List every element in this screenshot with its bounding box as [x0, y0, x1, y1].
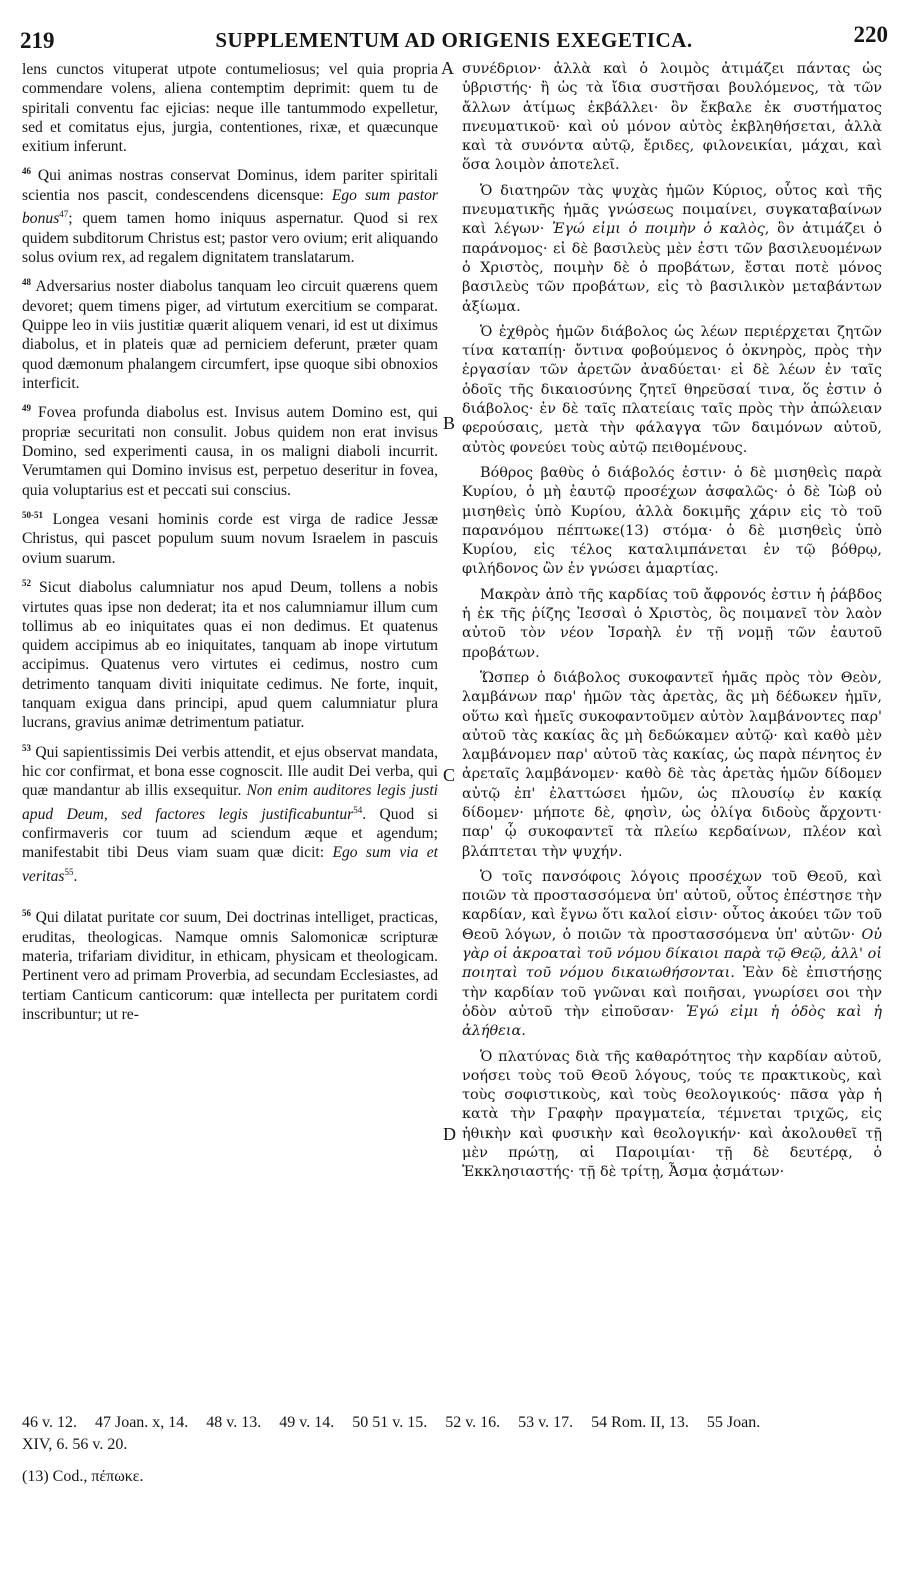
- paragraph-text: Longea vesani hominis corde est virga de radice Jessæ Christus, qui pascet populum suum novum Israelem in pascuis ovium suarum.: [22, 511, 439, 567]
- verse-number: 48: [22, 277, 31, 288]
- latin-paragraph: [22, 399, 438, 500]
- paragraph-text: Ὥσπερ ὁ διάβολος συκοφαντεῖ ἡμᾶς πρὸς τὸν Θεὸν, λαμβάνων παρ' ἡμῶν τὰς ἀρετὰς, ἃς μὴ δέδωκεν ἡμῖν, οὕτω καὶ ἡμεῖς συκοφαντοῦμεν αὐτὸν λαμβάνοντες παρ' αὐτοῦ τὰς κακίας ἃς μὴ δεδώκαμεν αὐτῷ· καὶ καθὸ μὲν λαμβάνομεν παρ' αὐτοῦ τὰς κακίας, ὡς παρὰ πένητος ἐν ἀρεταῖς λαμβάνομεν· καθὸ δὲ τὰς ἀρετὰς ἡμῶν δίδομεν αὐτῷ ἐπ' ἐλαττώσει ἡμῶν, ὡς πλουσίῳ ἐν κακίᾳ δίδομεν· μήποτε δὲ, φησὶν, ὡς ὀλίγα διδοὺς ἄρχοντι· παρ' ᾧ συκοφαντεῖ τὰ πλείω κερδαίνων, πλέον καὶ βλάπτεται τὴν ψυχήν.: [462, 669, 882, 860]
- verse-number: 46: [22, 166, 31, 177]
- scripture-quote: Ego sum via et veritas: [22, 844, 438, 885]
- paragraph-text: Μακρὰν ἀπὸ τῆς καρδίας τοῦ ἄφρονός ἐστιν ἡ ῥάβδος ἡ ἐκ τῆς ῥίζης Ἰεσσαὶ ὁ Χριστὸς, ὃς ποιμανεῖ τὸν λαὸν αὐτοῦ τὸν νέον Ἰσραὴλ ἐν τῇ νομῇ τῶν ἑαυτοῦ προβάτων.: [462, 586, 882, 661]
- footnote-ref: 47: [59, 209, 69, 220]
- footnote-item: 53 v. 17.: [518, 1414, 574, 1431]
- greek-paragraph: [462, 60, 882, 176]
- latin-paragraph: [22, 574, 438, 733]
- paragraph-text: .: [73, 867, 78, 885]
- footnote-item: 50 51 v. 15.: [352, 1414, 428, 1431]
- footnote-item: 47 Joan. x, 14.: [94, 1414, 189, 1431]
- verse-number: 50-51: [22, 509, 43, 520]
- greek-paragraph: [462, 1048, 882, 1183]
- footnote-item: 54 Rom. II, 13.: [591, 1414, 689, 1431]
- footnote-item: 55 Joan.: [706, 1414, 761, 1431]
- latin-paragraph: [22, 739, 438, 887]
- greek-paragraph: [462, 464, 882, 580]
- paragraph-text: Ὁ ἐχθρὸς ἡμῶν διάβολος ὡς λέων περιέρχεται ζητῶν τίνα καταπίῃ· ὄντινα φοβούμενος ὁ ὀκνηρὸς, πρὸς τὴν ἐργασίαν τῶν ἀρετῶν ἀναδύεται· εἰ δὲ λέων ἐν ταῖς ὁδοῖς τῆς δικαιοσύνης ζητεῖ θηρεῦσαί τινα, ὅς ἐστιν ὁ διάβολος· ἐν δὲ ταῖς πλατείαις ταῖς πρὸς τὴν ἀπώλειαν φερούσαις, μετὰ τὴν φάλαγγα τῶν δαιμόνων αὐτοῦ, αὐτὸς φονεύει τοὺς αὐτῷ πειθομένους.: [462, 323, 882, 456]
- margin-letter-d: D: [443, 1124, 456, 1144]
- paragraph-text: Sicut diabolus calumniatur nos apud Deum, tollens a nobis virtutes quas ipse non dederat; ita et nos calumniamur illum cum tollimus ab eo iniquitates quas ei non dedimus. Et quatenus quidem accipimus ab eo iniquitates, tanquam ab inope virtutum accipimus. Quatenus vero virtutes ei cedimus, nostro cum detrimento tanquam diviti iniquitate cedimus. Ne forte, inquit, tanquam exigua dans principi, apud quem calumniatur plura lucrans, gravius animæ detrimentum patiatur.: [22, 579, 438, 732]
- paragraph-text: συνέδριον· ἀλλὰ καὶ ὁ λοιμὸς ἀτιμάζει πάντας ὡς ὑβριστής· ἢ ὡς τὰ ἴδια συστῆσαι βουλόμενος, τὰ τῶν ἄλλων ἀτίμως ἐκβάλλει· ὃν ἔκβαλε ἐκ συστήματος πνευματικοῦ· καὶ οὐ μόνον αὐτὸς ἐκβληθήσεται, ἀλλὰ καὶ τὰ συνόντα αὐτῷ, ἔριδες, φιλονεικίαι, μάχαι, καὶ ὅσα λοιμὸν ἀποτελεῖ.: [462, 61, 882, 174]
- scripture-quote: Non enim auditores legis justi apud Deum, sed factores legis justificabuntur: [22, 782, 438, 823]
- greek-paragraph: [462, 586, 882, 663]
- paragraph-text: . Ἐὰν δὲ ἐπιστήσῃς τὴν καρδίαν τοῦ γνῶναι καὶ ποιῆσαι, γνωρίσει σοι τὴν ὁδὸν αὐτοῦ τὴν εἰποῦσαν·: [462, 965, 882, 1020]
- margin-letter-a: A: [441, 58, 454, 78]
- paragraph-text: Ὁ τοῖς πανσόφοις λόγοις προσέχων τοῦ Θεοῦ, καὶ ποιῶν τὰ προστασσόμενα ὑπ' αὐτοῦ, οὗτος ἐπέστησε τὴν καρδίαν, καὶ ἔγνω ὅτι καλοί εἰσιν· οὗτος ἀκούει τῶν τοῦ Θεοῦ λόγων, ὁ ποιῶν τὰ προστασσόμενα ὑπ' αὐτῶν·: [462, 868, 882, 943]
- footnote-references-line: [22, 1412, 882, 1434]
- latin-paragraph: [22, 273, 438, 393]
- greek-paragraph: [462, 323, 882, 458]
- margin-letter-b: B: [443, 413, 456, 433]
- paragraph-text: lens cunctos vituperat utpote contumeliosus; vel quia propria commendare volens, aliena contemptim deprimit: quem tu de spiritali conventu fac ejicias: neque ille tantummodo expelletur, sed et comitatus ejus, jurgia, contentiones, rixæ, et quæcunque exitium inferunt.: [22, 61, 438, 156]
- paragraph-text: Qui animas nostras conservat Dominus, idem pariter spiritali scientia nos pascit, condescendens dicensque:: [22, 167, 438, 204]
- verse-number: 56: [22, 908, 31, 919]
- latin-paragraph: [22, 162, 438, 267]
- verse-number: 52: [22, 578, 31, 589]
- footnote-item: 48 v. 13.: [206, 1414, 262, 1431]
- paragraph-text: Fovea profunda diabolus est. Invisus autem Domino est, qui propriæ securitati non consulit. Jobus quidem non erat invisus Domino, sed experimenti causa, in os maligni diaboli incurrit. Verumtamen qui Domino invisus est, perpetuo deseritur in fovea, quia voluptarius est et peccati sui conscius.: [22, 404, 438, 499]
- variant-reading-note: (13) Cod., πέπωκε.: [22, 1468, 144, 1485]
- latin-paragraph: [22, 904, 438, 1024]
- paragraph-text: . Quod si confirmaveris cor tuum ad sciendum æque et agendum; manifestabit tibi Deus viam suam quæ dicit:: [22, 805, 438, 862]
- verse-number: 53: [22, 742, 31, 753]
- footnotes: [22, 1412, 882, 1488]
- footnote-item: 49 v. 14.: [279, 1414, 335, 1431]
- paragraph-text: Qui sapientissimis Dei verbis attendit, et ejus observat mandata, hic cor confirmat, et bona esse cognoscit. Ille audit Dei verba, qui quæ mandantur ab illis exsequitur.: [22, 743, 438, 800]
- page-number-left: 219: [20, 28, 55, 53]
- scripture-quote: Ἐγώ εἰμι ἡ ὁδὸς καὶ ἡ ἀλήθεια.: [462, 1003, 883, 1040]
- greek-paragraph: [462, 182, 882, 317]
- footnote-continuation: XIV, 6. 56 v. 20.: [22, 1436, 128, 1453]
- footnote-ref: 55: [64, 866, 74, 877]
- paragraph-text: Ὁ διατηρῶν τὰς ψυχὰς ἡμῶν Κύριος, οὗτος καὶ τῆς πνευματικῆς ἡμᾶς γνώσεως ποιμαίνει, συγκαταβαίνων καὶ λέγων·: [462, 182, 882, 238]
- verse-number: 49: [22, 403, 31, 414]
- greek-paragraph: [462, 669, 882, 862]
- scripture-quote: Οὐ γὰρ οἱ ἀκροαταὶ τοῦ νόμου δίκαιοι παρὰ τῷ Θεῷ, ἀλλ' οἱ ποιηταὶ τοῦ νόμου δικαιωθήσονται: [462, 926, 882, 982]
- footnote-item: 46 v. 12.: [22, 1414, 77, 1431]
- margin-letter-c: C: [443, 765, 456, 785]
- greek-paragraph: [462, 868, 882, 1042]
- scripture-quote: Ἐγώ εἰμι ὁ ποιμὴν ὁ καλὸς: [552, 221, 765, 238]
- page-header: [18, 14, 890, 54]
- paragraph-text: Qui dilatat puritate cor suum, Dei doctrinas intelliget, practicas, eruditas, theologicas. Namque omnis Salomonicæ scripturæ materia, trifariam dividitur, in ethicam, physicam et theologicam. Pertinent vero ad primam Proverbia, ad secundam Ecclesiastes, ad tertiam Canticum canticorum: quæ intellecta per puritatem cordi inscribuntur; ut re-: [22, 909, 438, 1023]
- latin-column: [22, 60, 438, 1030]
- paragraph-text: Adversarius noster diabolus tanquam leo circuit quærens quem devoret; quem timens piger, ad virtutum exercitium se comparat. Quippe leo in viis justitiæ quærit aliquem venari, id est ut diximus diabolus, et in plateis quæ ad perniciem deferunt, præter quam quod dæmonum phalangem circumfert, ipse quoque sibi obnoxios interficit.: [22, 278, 438, 393]
- paragraph-text: ; quem tamen homo iniquus aspernatur. Quod si rex quidem subditorum Christus est; pastor vero ovium; erit aliquando solus ovium rex, ad regalem dignitatem translatarum.: [22, 210, 438, 267]
- latin-paragraph: [22, 506, 438, 568]
- scripture-quote: Ego sum pastor bonus: [22, 186, 438, 228]
- running-title: SUPPLEMENTUM AD ORIGENIS EXEGETICA.: [215, 28, 693, 52]
- latin-paragraph: [22, 60, 438, 156]
- page-number-right: 220: [853, 22, 888, 47]
- paragraph-text: Βόθρος βαθὺς ὁ διάβολός ἐστιν· ὁ δὲ μισηθεὶς παρὰ Κυρίου, ὁ μὴ ἑαυτῷ προσέχων ἀσφαλῶς· ὁ δὲ Ἰὼβ οὐ μισηθεὶς ὑπὸ Κυρίου, ἀλλὰ δοκιμῆς χάριν εἰς τὸ τοῦ παρανόμου πέπτωκε(13) στόμα· ὁ δὲ μισηθεὶς ὑπὸ Κυρίου, εἰς τέλος καταλιμπάνεται ἐν τῷ βόθρῳ, φιλήδονος ὢν ἐν γνώσει ἁμαρτίας.: [462, 464, 882, 578]
- footnote-item: 52 v. 16.: [445, 1414, 501, 1431]
- paragraph-text: , ὃν ἀτιμάζει ὁ παράνομος· εἰ δὲ βασιλεὺς μὲν ἐστι τῶν βασιλευομένων ὁ Χριστὸς, ποιμὴν δὲ ὁ προβάτων, ἔσται ποτὲ μόνος βασιλεὺς τῶν προβάτων, εἰς τὸ βασιλικὸν μεταβάντων ἀξίωμα.: [462, 221, 883, 315]
- footnote-ref: 54: [353, 804, 363, 815]
- paragraph-text: Ὁ πλατύνας διὰ τῆς καθαρότητος τὴν καρδίαν αὐτοῦ, νοήσει τοὺς τοῦ Θεοῦ λόγους, τούς τε πρακτικοὺς, καὶ τοὺς σοφιστικοὺς, καὶ τοὺς θεολογικούς· πᾶσα γὰρ ἡ κατὰ τὴν Γραφὴν πραγματεία, τέμνεται τριχῶς, εἰς ἠθικὴν καὶ φυσικὴν καὶ θεολογικήν· καὶ ἀκολουθεῖ τῇ μὲν πρώτῃ, αἱ Παροιμίαι· τῇ δὲ δευτέρᾳ, ὁ Ἐκκλησιαστής· τῇ δὲ τρίτῃ, Ἆσμα ᾀσμάτων·: [462, 1048, 882, 1181]
- greek-column: [462, 60, 882, 1189]
